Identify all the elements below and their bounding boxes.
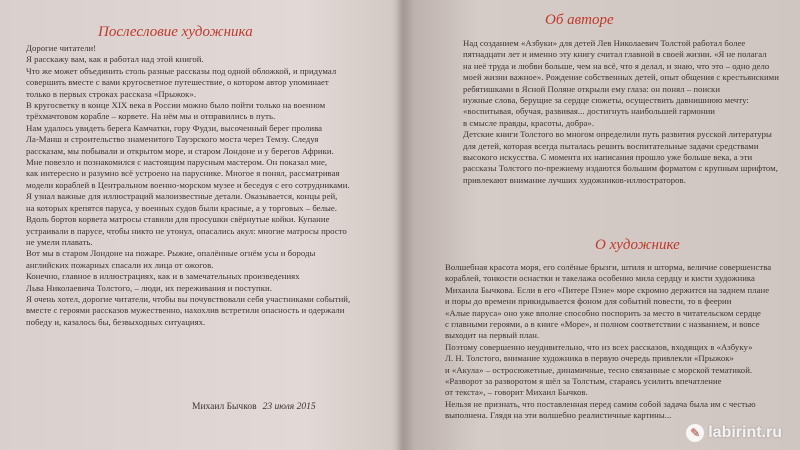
about-author-line: ребятишками в Ясной Поляне открыли ему глаза: он понял – поиски [463,83,721,94]
about-illustrator-line: Волшебная красота моря, его солёные брызги, штиля и шторма, величие совершенства [445,262,772,272]
about-illustrator-line: кораблей, тонкости оснастки и такелажа особенно мила сердцу и кисти художника [445,273,755,284]
afterword-line: как интересно и разумно всё устроено на паруснике. Многое я понял, рассматривая [26,168,340,179]
about-author-text [463,38,779,186]
afterword-line: английских пожарных спасали их лица от ожогов. [26,259,214,270]
afterword-line: устраивали в парусе, чтобы никто не утонул, опасались акул: многие матросы просто [26,225,347,236]
afterword-line: Что же может объединить столь разные рассказы под одной обложкой, и придумал [26,65,337,76]
afterword-line: совершить вместе с вами кругосветное путешествие, о котором автор упоминает [26,77,329,88]
about-illustrator-line: Нельзя не признать, что поставленная перед самим собой задача была им с честью [445,398,756,409]
afterword-line: Льва Николаевича Толстого, – люди, их переживания и поступки. [26,282,272,293]
about-author-line: моей жизни важное». Рождение собственных детей, опыт общения с крестьянскими [463,72,779,83]
afterword-line: Я расскажу вам, как я работал над этой книгой. [26,54,204,65]
about-illustrator-line: и поры до времени прикидывается фоном для событий повести, то в феерии [445,296,732,307]
about-illustrator-text [445,262,771,422]
afterword-line: Мне повезло и познакомился с настоящим парусным мастером. Он показал мне, [26,157,328,168]
about-author-line: привлекают внимание лучших художников-иллюстраторов. [463,174,686,185]
afterword-line: не умели плавать. [26,236,93,247]
afterword-line: вместе с героями рассказов мужественно, нахохлив встретили опасность и одержали [26,305,345,316]
afterword-line: Я узнал важные для иллюстраций малоизвестные детали. Оказывается, концы рей, [26,191,338,202]
afterword-line: Я очень хотел, дорогие читатели, чтобы вы почувствовали себя участниками событий, [26,293,351,304]
about-illustrator-line: «Алые паруса» оно уже вполне способно поспорить за место в читательском сердце [445,307,761,318]
afterword-text [26,43,350,328]
about-illustrator-line: «Разворот за разворотом я шёл за Толстым, стараясь усилить впечатление [445,376,722,387]
afterword-line: Конечно, главное в иллюстрациях, как и в замечательных произведениях [26,271,300,282]
afterword-line: Нам удалось увидеть берега Камчатки, гору Фудзи, высоченный берег пролива [26,122,323,133]
about-author-line: для детей, которая всегда пыталась решить воспитательные задачи средствами [463,140,759,151]
afterword-line: только в первых строках рассказа «Прыжок». [26,88,197,99]
afterword-line: трёхмачтовом корабле – корвете. На нём мы и отправились в путь. [26,111,276,122]
about-author-line: Над созданием «Азбуки» для детей Лев Николаевич Толстой работал более [463,38,746,48]
afterword-line: рассказам, мы побывали и открытом море, и старом Лондоне и у берегов Африки. [26,145,334,156]
about-author-line: нужные слова, берущие за сердце сюжеты, осуществить давнишнюю мечту: [463,95,749,106]
about-illustrator-title: О художнике [595,237,680,253]
afterword-line: на которых крепятся паруса, у военных судов были красные, а у торговых – белые. [26,202,337,213]
afterword-line: Ла-Манш и строительство знаменитого Тауэрского моста через Темзу. Следуя [26,134,319,145]
about-illustrator-line: Михаила Бычкова. Если в его «Питере Пэне» море скромно держится на заднем плане [445,284,770,295]
afterword-line: В кругосветку в конце XIX века в России можно было пойти только на военном [26,100,326,111]
signature-date: 23 июля 2015 [262,402,316,412]
right-page [405,0,800,450]
signature [192,402,316,412]
about-author-line: пятнадцати лет и именно эту книгу считал главной в своей жизни. «Я не полагал [463,49,767,60]
book-icon: ✎ [686,424,704,442]
about-illustrator-line: и «Акула» – остросюжетные, динамичные, тесно связанные с морской тематикой. [445,364,753,375]
signature-name: Михаил Бычков [192,402,257,412]
about-author-line: рассказы Толстого по-прежнему издаются большим форматом с крупным шрифтом, [463,163,778,174]
about-author-line: «воспитывая, обучая, развивая... достигнуть наибольшей гармонии [463,106,715,117]
afterword-line: Вдоль бортов корвета матросы ставили для просушки свёрнутые койки. Купание [26,214,330,225]
about-illustrator-line: Поэтому совершенно неудивительно, что из всех рассказов, входящих в «Азбуку» [445,341,753,352]
about-author-title: Об авторе [545,12,614,28]
about-author-line: в смысле правды, красоты, добра». [463,117,595,128]
about-illustrator-line: выполнена. Глядя на эти волшебно реалистичные картины... [445,410,672,421]
afterword-line: модели кораблей в Центральном военно-морском музее и беседуя с его сотрудниками. [26,179,350,190]
about-author-line: на неё труда и любви больше, чем на всё, что я делал, и знаю, что это – одно дело [463,60,770,71]
about-illustrator-line: выходит на первый план. [445,330,540,341]
about-illustrator-line: от текста», – говорит Михаил Бычков. [445,387,588,398]
about-author-line: высокого искусства. С момента их написания прошло уже больше века, а эти [463,152,753,163]
afterword-title: Послесловие художника [98,24,253,40]
about-author-line: Детские книги Толстого во многом определили путь развития русской литературы [463,129,772,140]
about-illustrator-line: с главными героями, а в книге «Море», и полном соответствии с названием, и вовсе [445,319,760,330]
afterword-line: Дорогие читатели! [26,43,97,53]
about-illustrator-line: Л. Н. Толстого, внимание художника в первую очередь привлекли «Прыжок» [445,353,734,364]
afterword-line: Вот мы в старом Лондоне на пожаре. Рыжие, опалённые огнём усы и бороды [26,248,316,259]
watermark [686,424,782,442]
left-page [0,0,395,450]
afterword-line: победу и, казалось бы, безвыходных ситуациях. [26,316,206,327]
watermark-text: labirint.ru [708,424,782,441]
